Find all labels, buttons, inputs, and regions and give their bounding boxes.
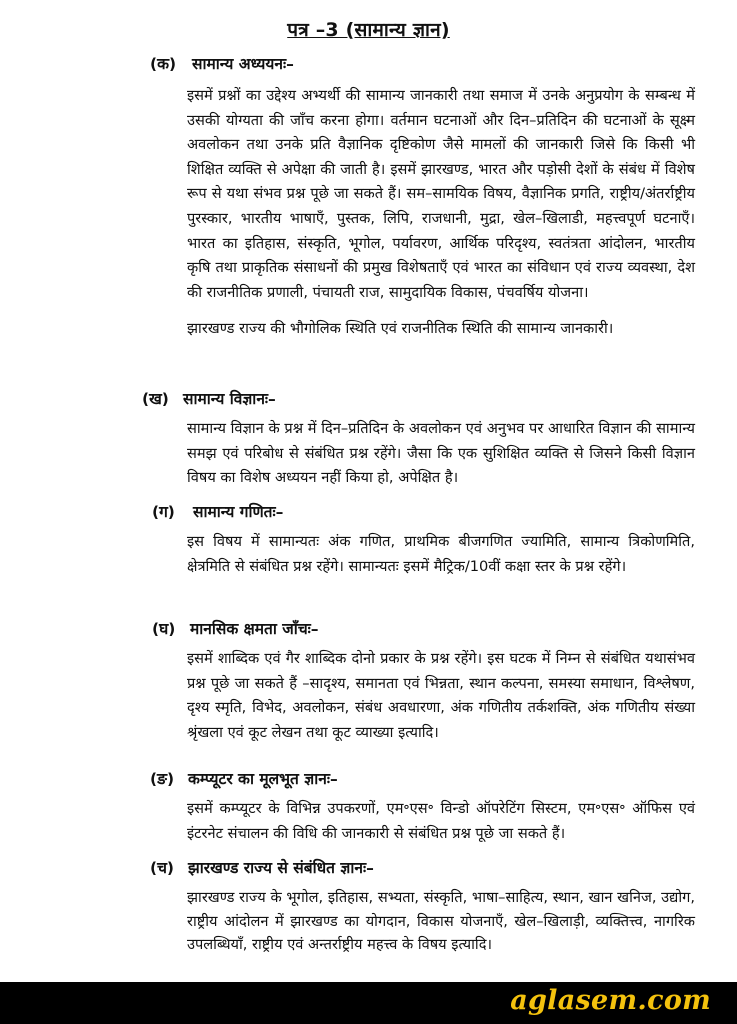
section-general-math xyxy=(0,500,737,579)
section-paragraph: सामान्य विज्ञान के प्रश्न में दिन–प्रतिदिन के अवलोकन एवं अनुभव पर आधारित विज्ञान की सामान्य समझ एवं परिबोध से संबंधित प्रश्न रहेंगे। जैसा कि एक सुशिक्षित व्यक्ति से जिसने किसी विज्ञान विषय का विशेष अध्ययन नहीं किया हो, अपेक्षित है। xyxy=(187,420,695,487)
section-title: झारखण्ड राज्य से संबंधित ज्ञानः– xyxy=(188,859,374,877)
section-heading xyxy=(0,500,737,526)
page-title: पत्र –3 (सामान्य ज्ञान) xyxy=(287,19,450,41)
section-heading xyxy=(0,617,737,643)
section-heading xyxy=(0,767,737,793)
section-computer-basics xyxy=(0,767,737,846)
section-marker: (ग) xyxy=(152,503,175,521)
section-paragraph: झारखण्ड राज्य की भौगोलिक स्थिति एवं राजनीतिक स्थिति की सामान्य जानकारी। xyxy=(187,320,614,338)
section-jharkhand-knowledge xyxy=(0,856,737,957)
section-heading xyxy=(0,856,737,882)
brand-logo[interactable]: aglasem.com xyxy=(510,985,711,1016)
section-mental-ability xyxy=(0,617,737,745)
section-marker: (ख) xyxy=(142,390,169,408)
section-heading xyxy=(0,52,737,78)
section-heading xyxy=(0,387,737,413)
section-general-science xyxy=(0,387,737,491)
section-paragraph: इसमें शाब्दिक एवं गैर शाब्दिक दोनो प्रकार के प्रश्न रहेंगे। इस घटक में निम्न से संबंधित यथासंभव प्रश्न पूछे जा सकते हैं –सादृश्य, समानता एवं भिन्नता, स्थान कल्पना, समस्या समाधान, विश्लेषण, दृश्य स्मृति, विभेद, अवलोकन, संबंध अवधारणा, अंक गणितीय तर्कशक्ति, अंक गणितीय संख्या श्रृंखला एवं कूट लेखन तथा कूट व्याख्या इत्यादि। xyxy=(187,650,695,741)
section-general-studies xyxy=(0,52,737,342)
section-marker: (ङ) xyxy=(150,770,175,788)
footer-bar xyxy=(0,982,737,1024)
section-title: सामान्य अध्ययनः– xyxy=(192,55,294,73)
section-marker: (घ) xyxy=(152,620,176,638)
section-title: मानसिक क्षमता जाँचः– xyxy=(190,620,319,638)
section-paragraph: इसमें कम्प्यूटर के विभिन्न उपकरणों, एम॰एस॰ विन्डो ऑपरेटिंग सिस्टम, एम॰एस॰ ऑफिस एवं इंटरनेट संचालन की विधि की जानकारी से संबंधित प्रश्न पूछे जा सकते हैं। xyxy=(187,800,695,842)
section-paragraph: इसमें प्रश्नों का उद्देश्य अभ्यर्थी की सामान्य जानकारी तथा समाज में उनके अनुप्रयोग के सम्बन्ध में उसकी योग्यता की जाँच करना होगा। वर्तमान घटनाओं और दिन–प्रतिदिन की घटनाओं के सूक्ष्म अवलोकन तथा उनके प्रति वैज्ञानिक दृष्टिकोण जैसे मामलों की जानकारी जिसे कि किसी भी शिक्षित व्यक्ति से अपेक्षा की जाती है। इसमें झारखण्ड, भारत और पड़ोसी देशों के संबंध में विशेष रूप से यथा संभव प्रश्न पूछे जा सकते हैं। सम–सामयिक विषय, वैज्ञानिक प्रगति, राष्ट्रीय/अंतर्राष्ट्रीय पुरस्कार, भारतीय भाषाएँ, पुस्तक, लिपि, राजधानी, मुद्रा, खेल–खिलाडी, महत्त्वपूर्ण घटनाएँ। भारत का इतिहास, संस्कृति, भूगोल, पर्यावरण, आर्थिक परिदृश्य, स्वतंत्रता आंदोलन, भारतीय कृषि तथा प्राकृतिक संसाधनों की प्रमुख विशेषताएँ एवं भारत का संविधान एवं राज्य व्यवस्था, देश की राजनीतिक प्रणाली, पंचायती राज, सामुदायिक विकास, पंचवर्षिय योजना। xyxy=(187,87,695,301)
section-marker: (च) xyxy=(150,859,175,877)
section-title: सामान्य गणितः– xyxy=(193,503,284,521)
section-paragraph: झारखण्ड राज्य के भूगोल, इतिहास, सभ्यता, संस्कृति, भाषा–साहित्य, स्थान, खान खनिज, उद्योग, राष्ट्रीय आंदोलन में झारखण्ड का योगदान, विकास योजनाएँ, खेल–खिलाड़ी, व्यक्तित्त्व, नागरिक उपलब्धियाँ, राष्ट्रीय एवं अन्तर्राष्ट्रीय महत्त्व के विषय इत्यादि। xyxy=(187,889,695,953)
section-title: कम्प्यूटर का मूलभूत ज्ञानः– xyxy=(188,770,338,788)
section-paragraph: इस विषय में सामान्यतः अंक गणित, प्राथमिक बीजगणित ज्यामिति, सामान्य त्रिकोणमिति, क्षेत्रमिति से संबंधित प्रश्न रहेंगे। सामान्यतः इसमें मैट्रिक/10वीं कक्षा स्तर के प्रश्न रहेंगे। xyxy=(187,533,695,575)
section-title: सामान्य विज्ञानः– xyxy=(183,390,276,408)
section-marker: (क) xyxy=(150,55,177,73)
